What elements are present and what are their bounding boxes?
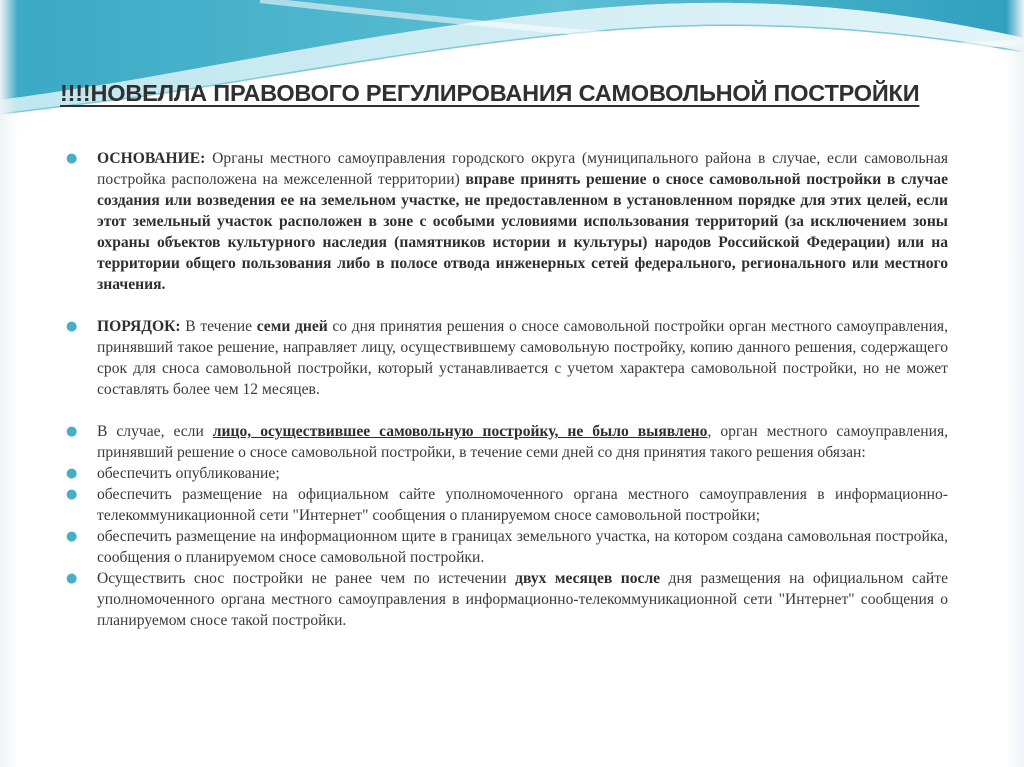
- bullet-icon: ●: [66, 529, 78, 544]
- case-underlined-text: лицо, осуществившее самовольную постройку, не было выявлено: [212, 423, 708, 440]
- demolish-bold-text: двух месяцев после: [515, 570, 661, 587]
- bullet-icon: ●: [66, 424, 78, 439]
- bullet-icon: ●: [66, 571, 78, 586]
- publish-text: обеспечить опубликование;: [97, 465, 280, 482]
- list-item-site: [66, 484, 948, 526]
- list-item-publish: [66, 463, 948, 484]
- board-text: обеспечить размещение на информационном щите в границах земельного участка, на котором создана самовольная постройка, сообщения о планируемом сносе самовольной постройки.: [97, 528, 948, 566]
- site-text: обеспечить размещение на официальном сайте уполномоченного органа местного самоуправления в информационно-телекоммуникационной сети "Интернет" сообщения о планируемом сносе самовольной постройки;: [97, 486, 948, 524]
- demolish-text-1: Осуществить снос постройки не ранее чем по истечении: [97, 570, 516, 587]
- case-text-1: В случае, если: [97, 423, 213, 440]
- basis-bold-text: вправе принять решение о сносе самовольной постройки в случае создания или возведения ее на земельном участке, не предоставленном в установленном порядке для этих целей, если этот земельный участок расположен в зоне с особыми условиями использования территорий (за исключением зоны охраны объектов культурного наследия (памятников истории и культуры) народов Российской Федерации) или на территории общего пользования либо в полосе отвода инженерных сетей федерального, регионального или местного значения.: [97, 171, 948, 293]
- right-edge-shadow: [1006, 0, 1024, 767]
- basis-label: ОСНОВАНИЕ:: [97, 150, 206, 167]
- slide-body: [66, 148, 948, 631]
- list-item-order: [66, 316, 948, 400]
- order-text-1: В течение: [180, 318, 257, 335]
- bullet-icon: ●: [66, 487, 78, 502]
- left-edge-shadow: [0, 0, 18, 767]
- order-text-2: со дня принятия решения о сносе самовольной постройки орган местного самоуправления, принявший такое решение, направляет лицу, осуществившему самовольную постройку, копию данного решения, содержащего срок для сноса самовольной постройки, который устанавливается с учетом характера самовольной постройки, но не может составлять более чем 12 месяцев.: [97, 318, 948, 398]
- slide-title: !!!!НОВЕЛЛА ПРАВОВОГО РЕГУЛИРОВАНИЯ САМОВОЛЬНОЙ ПОСТРОЙКИ: [60, 80, 920, 106]
- case-text-2: , орган местного самоуправления, принявший решение о сносе самовольной постройки, в течение семи дней со дня принятия такого решения обязан:: [97, 423, 949, 461]
- order-bold-text: семи дней: [256, 318, 328, 335]
- header-wave-decoration: [0, 0, 1024, 130]
- list-item-basis: [66, 148, 948, 295]
- bullet-icon: ●: [66, 466, 78, 481]
- bullet-icon: ●: [66, 319, 78, 334]
- bullet-icon: ●: [66, 151, 78, 166]
- list-item-demolish: [66, 568, 948, 631]
- list-item-case: [66, 421, 948, 463]
- basis-text: Органы местного самоуправления городского округа (муниципального района в случае, если самовольная постройка расположена на межселенной территории): [97, 150, 948, 188]
- order-label: ПОРЯДОК:: [97, 318, 181, 335]
- demolish-text-2: дня размещения на официальном сайте уполномоченного органа местного самоуправления в информационно-телекоммуникационной сети "Интернет" сообщения о планируемом сносе такой постройки.: [97, 570, 948, 629]
- list-item-board: [66, 526, 948, 568]
